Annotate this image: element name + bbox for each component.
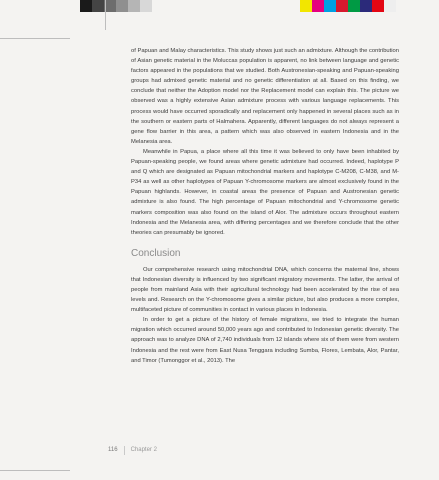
conclusion-paragraph-2: In order to get a picture of the history of female migrations, we tried to integrate the human migration which occurred around 50,000 years ago and contributed to Indonesian genetic diversity. The approach was to analyze DNA of 2,740 individuals from 12 islands where six of them were from western Indonesia and the rest were from East Nusa Tenggara including Sumba, Flores, Lembata, Alor, Pantar, and Timor (Tumonggor et al., 2013). The	[131, 317, 399, 364]
page-footer	[108, 447, 157, 455]
page-number: 116	[108, 447, 118, 453]
page-body	[131, 46, 399, 366]
color-swatch	[128, 0, 140, 12]
crop-mark	[0, 38, 70, 39]
color-swatch	[324, 0, 336, 12]
color-calibration-bar-grayscale	[80, 0, 152, 12]
color-swatch	[384, 0, 396, 12]
crop-mark	[105, 0, 106, 30]
conclusion-paragraph-1: Our comprehensive research using mitochondrial DNA, which concerns the maternal line, shows that Indonesian diversity is influenced by two significant migratory movements. The latter, the arrival of people from mainland Asia with their agricultural technology had been accelerated by the rise of sea levels and. Research on the Y-chromosome gives a similar picture, but also produces a more complex, multifaceted picture of communities in contact in various places in Indonesia.	[131, 266, 399, 314]
color-swatch	[348, 0, 360, 12]
footer-divider	[124, 446, 125, 455]
color-swatch	[116, 0, 128, 12]
color-swatch	[372, 0, 384, 12]
color-swatch	[300, 0, 312, 12]
crop-mark	[0, 470, 70, 471]
body-paragraph-2: Meanwhile in Papua, a place where all this time it was believed to only have been inhabited by Papuan-speaking people, we found areas where genetic admixture had occurred. Indeed, haplotype P and Q which are designated as Papuan mitochondrial markers and haplotype C-M208, C-M38, and M-P34 as well as other haplotypes of Papuan Y-chromosome markers are almost exclusively found in the Papuan highlands. However, in coastal areas the presence of Papuan and Austronesian genetic admixture is also found. The high percentage of Papuan mitochondrial and Y-chromosome genetic markers composition was also found on the island of Alor. The admixture occurs throughout eastern Indonesia and the Melanesia area, with differing percentages and we therefore conclude that the other theories can presumably be ignored.	[131, 148, 399, 236]
body-paragraph-1: of Papuan and Malay characteristics. This study shows just such an admixture. Although the contribution of Asian genetic material in the Moluccas population is apparent, no link between language and genetic factors appeared in the populations that we studied. Both Austronesian-speaking and Papuan-speaking groups had admixed genetic material and no genetic differentiation at all. Based on this finding, we conclude that neither the Adoption model nor the Replacement model can explain this. The picture we observed was a highly extensive Asian admixture process with various language replacements. This process would have occurred sporadically and replacement only happened in several places such as in the southern or eastern parts of Halmahera. Apparently, different languages do not always represent a gene flow barrier in this area, a pattern which was also observed in eastern Indonesia and in the Melanesia area.	[131, 48, 399, 145]
color-swatch	[336, 0, 348, 12]
section-heading: Conclusion	[131, 247, 181, 259]
color-swatch	[312, 0, 324, 12]
color-swatch	[80, 0, 92, 12]
color-swatch	[360, 0, 372, 12]
chapter-label: Chapter 2	[130, 447, 157, 453]
color-swatch	[92, 0, 104, 12]
color-swatch	[140, 0, 152, 12]
color-calibration-bar-color	[300, 0, 396, 12]
